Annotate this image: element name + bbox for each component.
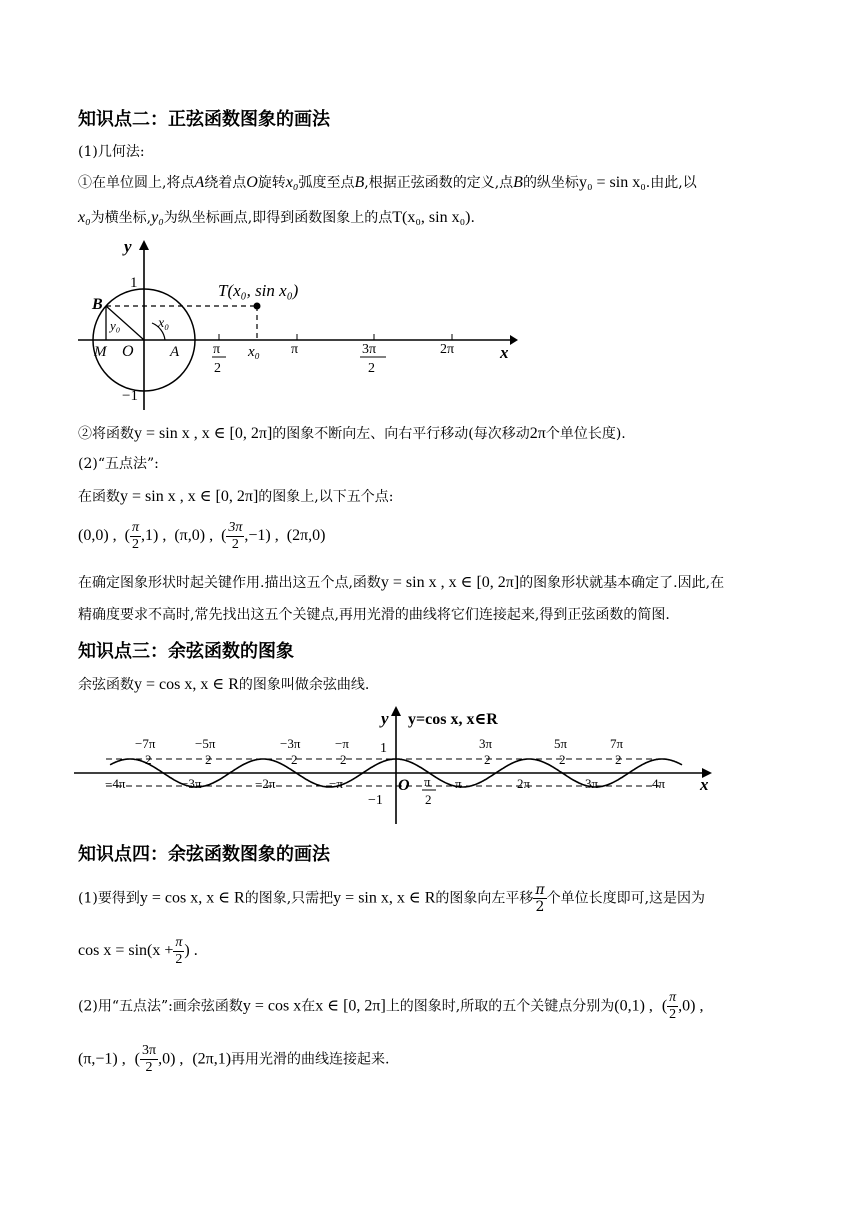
tick-neg-3pi: −3π [181, 776, 202, 791]
shift-method-text: ②将函数y = sin x , x ∈ [0, 2π]的图象不断向左、向右平行移动(每次移动2π个单位长度). [78, 425, 626, 442]
tick-neg-pi: −π [329, 776, 343, 791]
top-tick-neg-7pi: −7π [135, 736, 156, 751]
tick-x0-label: x₀ [248, 344, 260, 360]
top-tick-denominator: 2 [340, 752, 347, 767]
top-tick-7pi: 7π [610, 736, 624, 751]
point-T-label: T(x₀, sin x₀) [218, 281, 299, 300]
conclusion-line-1: 在确定图象形状时起关键作用.描出这五个点,函数y = sin x , x ∈ [0, 2π]的图象形状就基本确定了.因此,在 [78, 574, 725, 591]
origin-label: O [398, 777, 410, 794]
section-4-heading: 知识点四：余弦函数图象的画法 [78, 844, 330, 865]
point-A-label: A [170, 344, 180, 360]
tick-3pi-numerator: 3π [362, 342, 377, 357]
conclusion-line-2: 精确度要求不高时,常先找出这五个关键点,再用光滑的曲线将它们连接起来,得到正弦函数的简图. [78, 607, 670, 623]
tick-pi-denominator: 2 [214, 361, 221, 376]
top-tick-neg-pi: −π [335, 736, 349, 751]
tick-neg-4pi: −4π [105, 776, 126, 791]
unit-circle-figure [70, 232, 520, 414]
top-tick-denominator: 2 [145, 752, 152, 767]
top-tick-neg-3pi: −3π [280, 736, 301, 751]
cosine-curve-definition: 余弦函数y = cos x, x ∈ R的图象叫做余弦曲线. [78, 676, 370, 693]
five-key-points: (0,0) , ( $\frac{\pi}{2}$ ,1) , (π,0) , ( $\frac{3\pi}{2}$ ,−1) , (2π,0) [78, 520, 326, 552]
point-M-label: M [94, 344, 107, 360]
tick-pi-numerator: π [213, 342, 221, 357]
tick-2pi: 2π [517, 776, 531, 791]
cosine-curve-figure [70, 700, 720, 828]
top-tick-neg-5pi: −5π [195, 736, 216, 751]
tick-label-neg1: −1 [122, 388, 138, 404]
cosine-five-point-line-1: (2)用“五点法”:画余弦函数y = cos x在x ∈ [0, 2π]上的图象时,所取的五个关键点分别为(0,1) , ( $\frac{\pi}{2}$ ,0) , [78, 990, 704, 1022]
tick-half-pi-denominator: 2 [425, 792, 432, 807]
tick-neg-2pi: −2π [255, 776, 276, 791]
section-2-heading: 知识点二：正弦函数图象的画法 [78, 109, 330, 130]
cosine-identity: cos x = sin(x + $\frac{\pi}{2}$ ) . [78, 935, 198, 967]
top-tick-denominator: 2 [291, 752, 298, 767]
cosine-five-point-line-2: (π,−1) , ( $\frac{3\pi}{2}$ ,0) , (2π,1)再用光滑的曲线连接起来. [78, 1043, 390, 1075]
five-point-intro: 在函数y = sin x , x ∈ [0, 2π]的图象上,以下五个点: [78, 488, 394, 505]
tick-label-1: 1 [380, 741, 387, 756]
five-point-label: (2)“五点法”: [78, 456, 159, 472]
top-tick-3pi: 3π [479, 736, 493, 751]
function-title: y=cos x, x∈R [408, 711, 498, 728]
tick-label-1: 1 [130, 275, 138, 291]
top-tick-denominator: 2 [484, 752, 491, 767]
geometric-step-1-line-2: x₀为横坐标,y₀为纵坐标画点,即得到函数图象上的点T(x₀, sin x₀). [78, 209, 475, 226]
top-tick-denominator: 2 [559, 752, 566, 767]
angle-x0-label: x₀ [158, 316, 170, 331]
origin-label: O [122, 343, 134, 360]
top-tick-denominator: 2 [205, 752, 212, 767]
section-3-heading: 知识点三：余弦函数的图象 [78, 641, 294, 662]
tick-4pi: 4π [652, 776, 666, 791]
y-axis-label: y [124, 237, 132, 256]
tick-pi-label: π [291, 342, 299, 357]
top-tick-denominator: 2 [615, 752, 622, 767]
tick-2pi-label: 2π [440, 342, 455, 357]
tick-3pi: 3π [585, 776, 599, 791]
tick-label-neg1: −1 [368, 793, 383, 808]
y0-label: y₀ [110, 318, 121, 333]
x-axis-label: x [700, 775, 709, 794]
tick-half-pi-numerator: π [424, 774, 431, 789]
top-tick-5pi: 5π [554, 736, 568, 751]
y-axis-label: y [381, 709, 389, 728]
x-axis-label: x [500, 343, 509, 362]
tick-pi: π [455, 776, 462, 791]
cosine-shift-text: (1)要得到y = cos x, x ∈ R的图象,只需把y = sin x, x ∈ R的图象向左平移 $\frac{\pi}{2}$ 个单位长度即可,这是因为 [78, 882, 706, 915]
geometric-step-1-line-1: ①在单位圆上,将点A绕着点O旋转x₀弧度至点B,根据正弦函数的定义,点B的纵坐标y₀ = sin x₀.由此,以 [78, 174, 697, 191]
point-B-label: B [92, 296, 103, 313]
tick-3pi-denominator: 2 [368, 361, 375, 376]
geometric-method-label: (1)几何法: [78, 144, 145, 160]
